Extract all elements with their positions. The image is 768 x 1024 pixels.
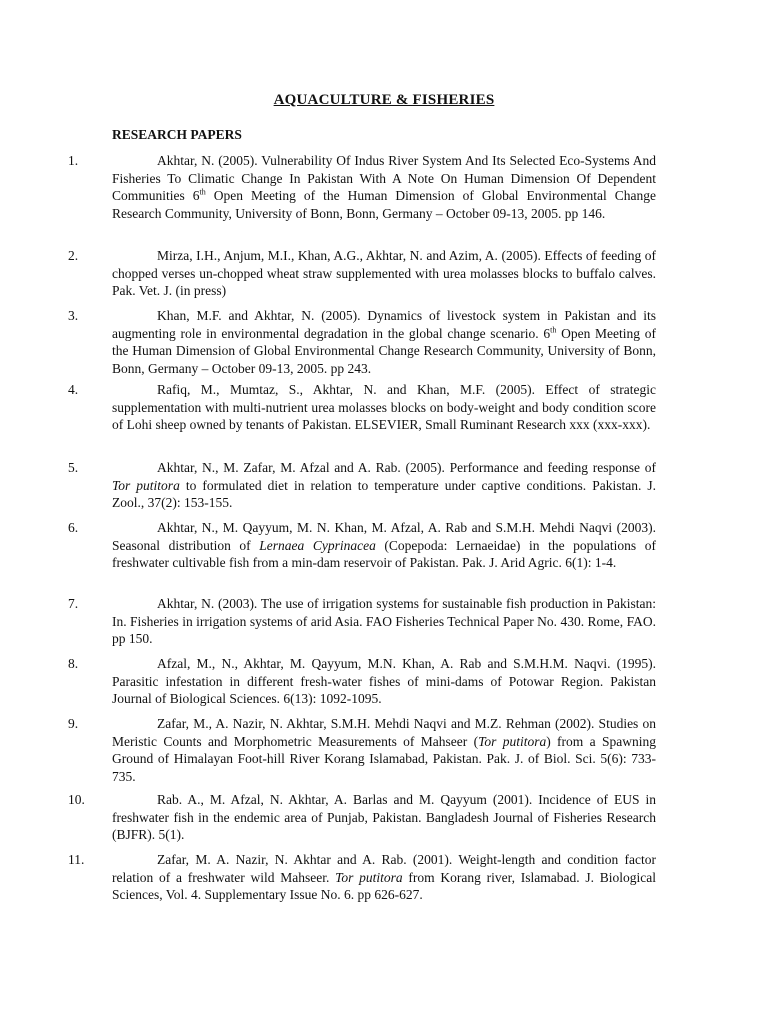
ordinal-suffix: th [199, 187, 206, 197]
paper-item [68, 459, 657, 512]
paper-citation [112, 307, 656, 377]
paper-citation [112, 247, 656, 300]
citation-text: from Korang river, Islamabad. J. Biological Sciences, Vol. 4. Supplementary Issue No. 6. pp 626-627. [112, 869, 657, 902]
citation-text: Afzal, M., N., Akhtar, M. Qayyum, M.N. Khan, A. Rab and S.M.H.M. Naqvi. (1995). Parasitic infestation in different fresh-water fishes of mini-dams of Potowar Region. Pakistan Journal of Biological Sciences. 6(13): 1092-1095. [112, 656, 656, 706]
citation-text: Akhtar, N. (2005). Vulnerability Of Indus River System And Its Selected Eco-Systems And Fisheries To Climatic Change In Pakistan With A Note On Human Dimension Of Dependent Communities 6 [112, 153, 656, 203]
section-heading: RESEARCH PAPERS [112, 127, 242, 142]
paper-number: 10. [68, 792, 85, 807]
paper-number: 5. [68, 460, 79, 475]
citation-text: (Copepoda: Lernaeidae) in the populations of freshwater cultivable fish from a min-dam reservoir of Pakistan. Pak. J. Arid Agric. 6(1): 1-4. [112, 537, 657, 570]
paper-item [68, 519, 657, 572]
citation-text: Open Meeting of the Human Dimension of Global Environmental Change Research Community, University of Bonn, Bonn, Germany – October 09-13, 2005. pp 243. [112, 325, 656, 376]
species-name: Lernaea Cyprinacea [259, 537, 376, 553]
paper-item [68, 791, 656, 844]
species-name: Tor putitora [335, 869, 403, 885]
citation-text: Akhtar, N., M. Qayyum, M. N. Khan, M. Afzal, A. Rab and S.M.H. Mehdi Naqvi (2003). Seasonal distribution of [112, 520, 656, 553]
paper-number: 7. [68, 596, 79, 611]
paper-citation [112, 519, 656, 572]
citation-text: Zafar, M., A. Nazir, N. Akhtar, S.M.H. Mehdi Naqvi and M.Z. Rehman (2002). Studies on Meristic Counts and Morphometric Measurements of Mahseer ( [112, 716, 656, 749]
paper-number: 2. [68, 248, 79, 263]
paper-number: 8. [68, 656, 79, 671]
paper-item [68, 152, 656, 222]
paper-item [68, 595, 656, 648]
paper-citation [112, 459, 656, 512]
citation-text: to formulated diet in relation to temperature under captive conditions. Pakistan. J. Zool., 37(2): 153-155. [112, 477, 657, 510]
citation-text: Mirza, I.H., Anjum, M.I., Khan, A.G., Akhtar, N. and Azim, A. (2005). Effects of feeding of chopped verses un-chopped wheat straw supplemented with urea molasses blocks to buffalo calves. Pak. Vet. J. (in press) [112, 248, 656, 298]
paper-item [68, 381, 656, 434]
citation-text: Khan, M.F. and Akhtar, N. (2005). Dynamics of livestock system in Pakistan and its augmenting role in environmental degradation in the global change scenario. 6 [112, 308, 656, 341]
paper-number: 6. [68, 520, 79, 535]
paper-citation [112, 152, 656, 222]
ordinal-suffix: th [550, 325, 557, 334]
page-title: AQUACULTURE & FISHERIES [273, 92, 495, 108]
paper-item [68, 655, 656, 708]
citation-text: Zafar, M. A. Nazir, N. Akhtar and A. Rab. (2001). Weight-length and condition factor relation of a freshwater wild Mahseer. [112, 852, 656, 885]
citation-text: Rab. A., M. Afzal, N. Akhtar, A. Barlas and M. Qayyum (2001). Incidence of EUS in freshwater fish in the endemic area of Punjab, Pakistan. Bangladesh Journal of Fisheries Research (BJFR). 5(1). [112, 792, 656, 842]
paper-item [68, 715, 656, 785]
paper-citation [112, 715, 656, 785]
paper-item [68, 851, 657, 904]
paper-citation [112, 381, 656, 434]
paper-citation [112, 791, 656, 844]
paper-item [68, 247, 656, 300]
paper-citation [112, 851, 656, 904]
citation-text: Akhtar, N. (2003). The use of irrigation systems for sustainable fish production in Pakistan: In. Fisheries in irrigation systems of arid Asia. FAO Fisheries Technical Paper No. 430. Rome, FAO. pp 150. [112, 596, 656, 646]
citation-text: Akhtar, N., M. Zafar, M. Afzal and A. Rab. (2005). Performance and feeding response of [157, 460, 656, 475]
paper-number: 1. [68, 153, 79, 168]
citation-text: Rafiq, M., Mumtaz, S., Akhtar, N. and Khan, M.F. (2005). Effect of strategic supplementation with multi-nutrient urea molasses blocks on body-weight and body condition score of Lohi sheep owned by tenants of Pakistan. ELSEVIER, Small Ruminant Research xxx (xxx-xxx). [112, 382, 656, 432]
paper-number: 4. [68, 382, 79, 397]
citation-text: ) from a Spawning Ground of Himalayan Foot-hill River Korang Islamabad, Pakistan. Pak. J. of Biol. Sci. 5(6): 733-735. [112, 733, 656, 784]
paper-number: 3. [68, 308, 79, 323]
paper-item [68, 307, 656, 377]
species-name: Tor putitora [112, 477, 180, 493]
citation-text: Open Meeting of the Human Dimension of Global Environmental Change Research Community, University of Bonn, Bonn, Germany – October 09-13, 2005. pp 146. [112, 188, 656, 221]
paper-citation [112, 595, 656, 648]
species-name: Tor putitora [478, 733, 547, 749]
paper-citation [112, 655, 656, 708]
paper-number: 11. [68, 852, 85, 867]
paper-number: 9. [68, 716, 79, 731]
